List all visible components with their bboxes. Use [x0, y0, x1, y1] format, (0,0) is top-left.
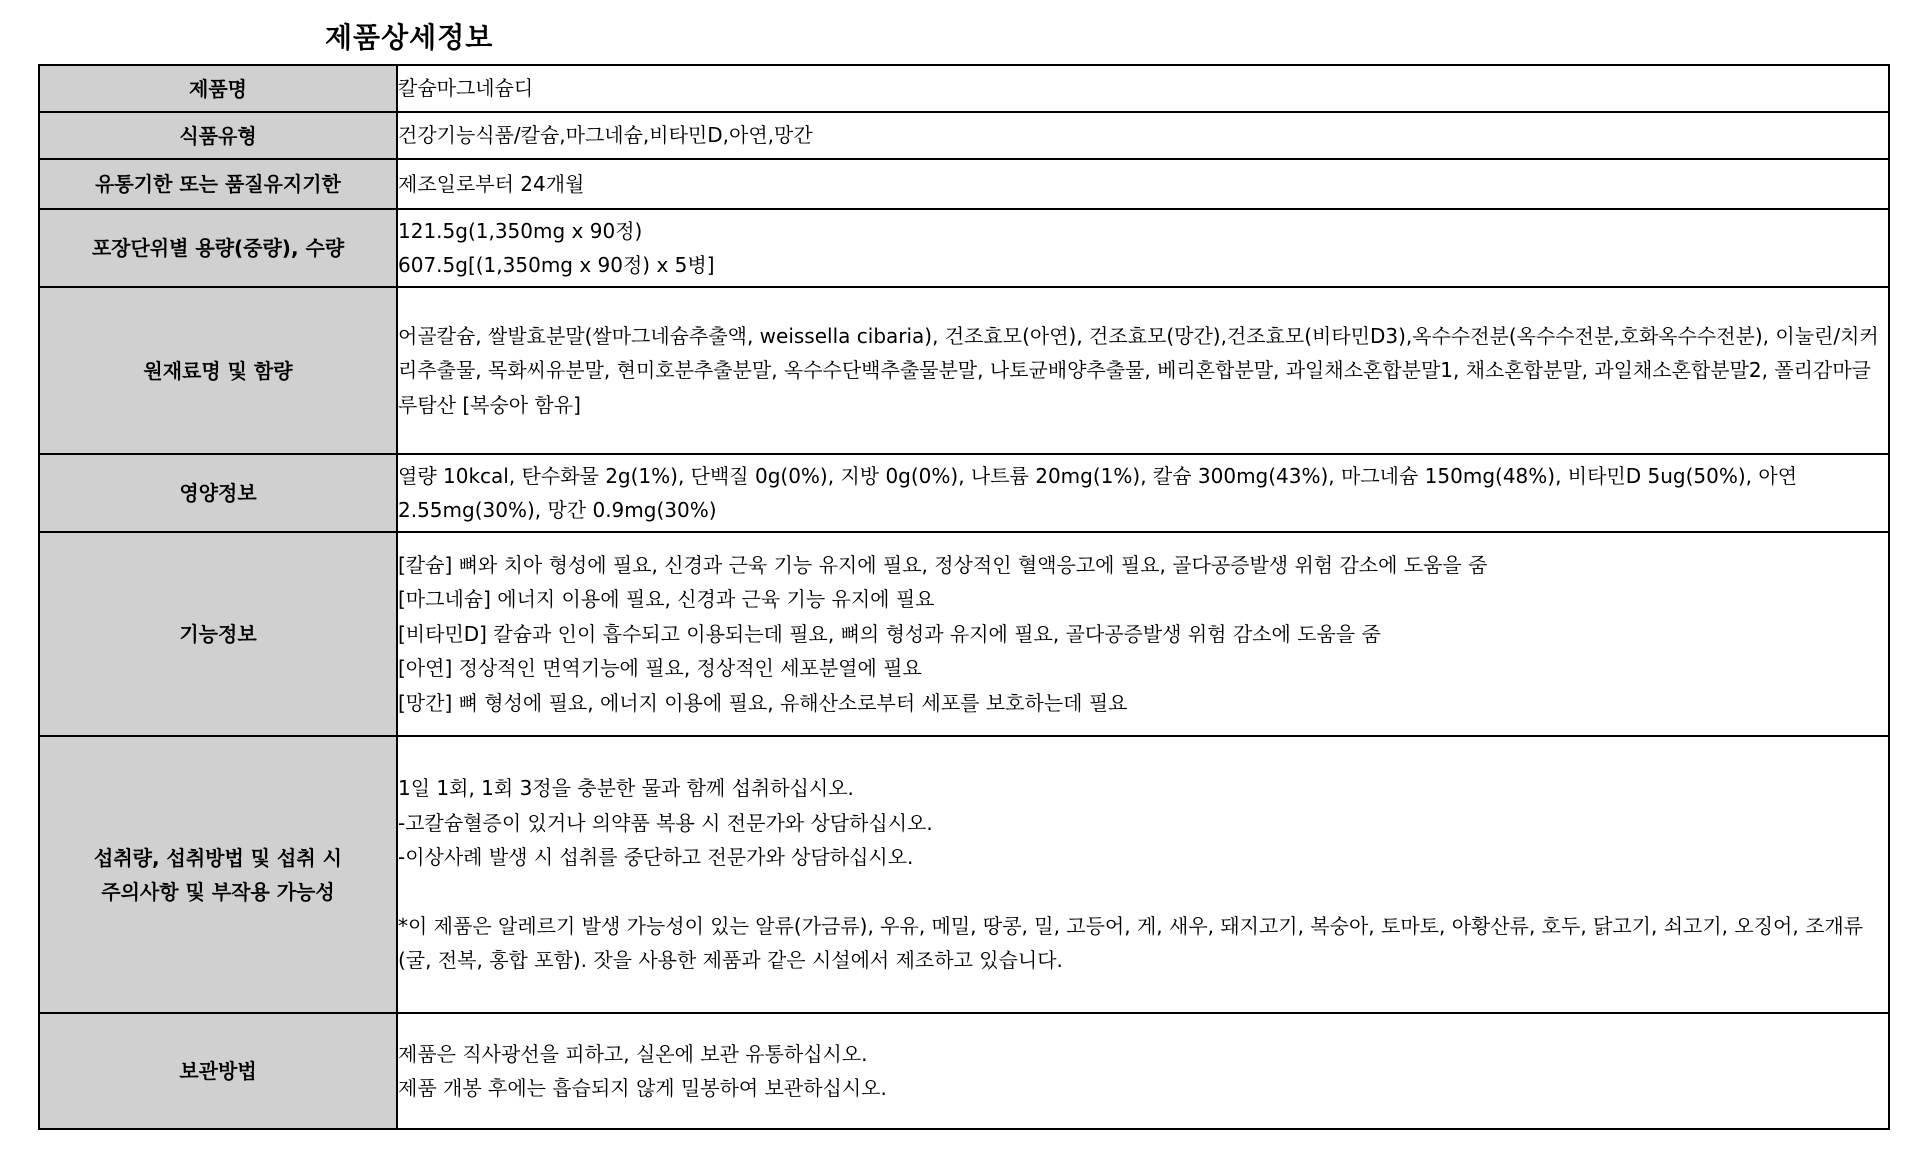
ingredients-label: 원재료명 및 함량 — [39, 287, 397, 454]
expiry-label: 유통기한 또는 품질유지기한 — [39, 159, 397, 209]
package-value — [397, 209, 1889, 287]
package-label: 포장단위별 용량(중량), 수량 — [39, 209, 397, 287]
nutrition-label: 영양정보 — [39, 454, 397, 532]
table-row-package — [39, 209, 1889, 287]
food-type-label: 식품유형 — [39, 112, 397, 159]
nutrition-value — [397, 454, 1889, 532]
function-line-vitamin-d: [비타민D] 칼슘과 인이 흡수되고 이용되는데 필요, 뼈의 형성과 유지에 필요, 골다공증발생 위험 감소에 도움을 줌 — [398, 621, 1381, 646]
storage-label: 보관방법 — [39, 1013, 397, 1129]
storage-line: 제품 개봉 후에는 흡습되지 않게 밀봉하여 보관하십시오. — [398, 1076, 887, 1100]
package-line: 121.5g(1,350mg x 90정) — [398, 218, 643, 243]
ingredients-value — [397, 287, 1889, 454]
function-label: 기능정보 — [39, 532, 397, 736]
expiry-value: 제조일로부터 24개월 — [397, 159, 1889, 209]
product-name-label: 제품명 — [39, 65, 397, 112]
storage-value — [397, 1013, 1889, 1129]
table-row-ingredients — [39, 287, 1889, 454]
ingredients-text: 어골칼슘, 쌀발효분말(쌀마그네슘추출액, weissella cibaria), 건조효모(아연), 건조효모(망간),건조효모(비타민D3),옥수수전분(옥수수전분,호화옥수수전분), 이눌린/치커리추출물, 목화씨유분말, 현미호분추출분말, 옥수수단백추출물분말, 나토균배양추출물, 베리혼합분말, 과일채소혼합분말1, 채소혼합분말, 과일채소혼합분말2, 폴리감마글루탐산 [복숭아 함유] — [398, 323, 1879, 417]
allergy-note: *이 제품은 알레르기 발생 가능성이 있는 알류(가금류), 우유, 메밀, 땅콩, 밀, 고등어, 게, 새우, 돼지고기, 복숭아, 토마토, 아황산류, 호두, 닭고기, 쇠고기, 오징어, 조개류(굴, 전복, 홍합 포함). 잣을 사용한 제품과 같은 시설에서 제조하고 있습니다. — [398, 913, 1864, 973]
product-name-value: 칼슘마그네슘디 — [397, 65, 1889, 112]
intake-label-line: 섭취량, 섭취방법 및 섭취 시 — [94, 845, 342, 870]
intake-label — [39, 736, 397, 1013]
table-row-nutrition — [39, 454, 1889, 532]
function-line-calcium: [칼슘] 뼈와 치아 형성에 필요, 신경과 근육 기능 유지에 필요, 정상적인 혈액응고에 필요, 골다공증발생 위험 감소에 도움을 줌 — [398, 552, 1488, 577]
table-row-product-name — [39, 65, 1889, 112]
intake-dosage-line: 1일 1회, 1회 3정을 충분한 물과 함께 섭취하십시오. — [398, 776, 854, 801]
table-row-intake — [39, 736, 1889, 1013]
nutrition-text: 열량 10kcal, 탄수화물 2g(1%), 단백질 0g(0%), 지방 0g(0%), 나트륨 20mg(1%), 칼슘 300mg(43%), 마그네슘 150mg(48%), 비타민D 5ug(50%), 아연 2.55mg(30%), 망간 0.9mg(30%) — [398, 463, 1798, 522]
product-info-table — [38, 64, 1890, 1130]
food-type-value: 건강기능식품/칼슘,마그네슘,비타민D,아연,망간 — [397, 112, 1889, 159]
function-line-zinc: [아연] 정상적인 면역기능에 필요, 정상적인 세포분열에 필요 — [398, 656, 922, 681]
page-title: 제품상세정보 — [325, 21, 494, 54]
intake-caution-line: -이상사례 발생 시 섭취를 중단하고 전문가와 상담하십시오. — [398, 845, 914, 870]
table-row-food-type — [39, 112, 1889, 159]
function-value — [397, 532, 1889, 736]
storage-line: 제품은 직사광선을 피하고, 실온에 보관 유통하십시오. — [398, 1041, 868, 1066]
function-line-magnesium: [마그네슘] 에너지 이용에 필요, 신경과 근육 기능 유지에 필요 — [398, 587, 935, 612]
package-line: 607.5g[(1,350mg x 90정) x 5병] — [398, 253, 715, 277]
function-line-manganese: [망간] 뼈 형성에 필요, 에너지 이용에 필요, 유해산소로부터 세포를 보호하는데 필요 — [398, 690, 1128, 715]
table-row-expiry — [39, 159, 1889, 209]
table-row-storage — [39, 1013, 1889, 1129]
intake-value — [397, 736, 1889, 1013]
intake-caution-line: -고칼슘혈증이 있거나 의약품 복용 시 전문가와 상담하십시오. — [398, 810, 933, 835]
intake-spacer — [398, 875, 1888, 909]
intake-label-line: 주의사항 및 부작용 가능성 — [101, 879, 335, 904]
table-row-function — [39, 532, 1889, 736]
